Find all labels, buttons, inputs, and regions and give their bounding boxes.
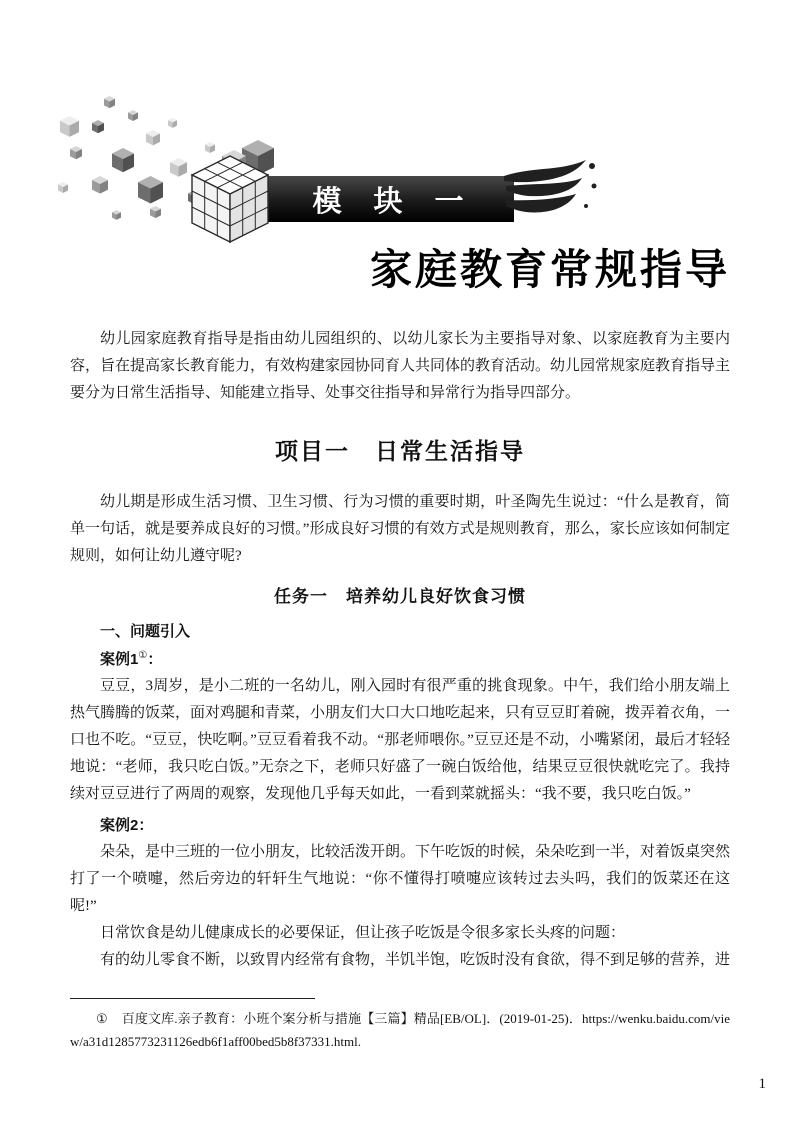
grid-cube-icon	[192, 156, 268, 242]
intro-paragraph: 幼儿园家庭教育指导是指由幼儿园组织的、以幼儿家长为主要指导对象、以家庭教育为主要内容，旨在提高家长教育能力，有效构建家园协同育人共同体的教育活动。幼儿园常规家庭教育指导主要分为日常生活指导、知能建立指导、处事交往指导和异常行为指导四部分。	[70, 331, 731, 402]
case1-label-text: 案例1	[100, 651, 139, 669]
case2-label-colon: ：	[138, 817, 154, 835]
footnote	[70, 1008, 730, 1054]
case1-footnote-ref: ①	[138, 650, 148, 662]
footnote-divider	[70, 998, 315, 999]
closing-paragraph-2: 有的幼儿零食不断，以致胃内经常有食物，半饥半饱，吃饭时没有食欲，得不到足够的营养，进	[100, 952, 731, 969]
module-banner-label: 模 块 一	[312, 185, 476, 218]
flame-icon	[504, 160, 597, 212]
footnote-marker: ①	[96, 1011, 108, 1026]
case2-label	[70, 812, 730, 839]
section-heading: 项目一 日常生活指导	[275, 438, 525, 465]
footnote-area	[70, 998, 730, 1054]
case1-text: 豆豆，3周岁，是小二班的一名幼儿，刚入园时有很严重的挑食现象。中午，我们给小朋友端上热气腾腾的饭菜，面对鸡腿和青菜，小朋友们大口大口地吃起来，只有豆豆盯着碗，拨弄着衣角，一口也不吃。“豆豆，快吃啊。”豆豆看着我不动。“那老师喂你。”豆豆还是不动，小嘴紧闭，最后才轻轻地说：“老师，我只吃白饭。”无奈之下，老师只好盛了一碗白饭给他，结果豆豆很快就吃完了。我持续对豆豆进行了两周的观察，发现他几乎每天如此，一看到菜就摇头：“我不要，我只吃白饭。”	[70, 678, 731, 803]
module-header	[0, 0, 800, 246]
chapter-title: 家庭教育常规指导	[369, 248, 730, 294]
case2-label-text: 案例2	[100, 817, 139, 835]
case1-label	[70, 646, 730, 673]
task-heading: 任务一 培养幼儿良好饮食习惯	[274, 587, 526, 607]
closing-paragraph-1: 日常饮食是幼儿健康成长的必要保证，但让孩子吃饭是令很多家长头疼的问题：	[100, 925, 626, 942]
page-content	[0, 326, 800, 974]
footnote-citation: 百度文库.亲子教育：小班个案分析与措施【三篇】精品[EB/OL]．(2019-01-25)．https://wenku.baidu.com/view/a31d1285773231126edb6f1aff00bed5b8f37331.html.	[70, 1011, 731, 1049]
header-decoration	[0, 0, 800, 246]
case2-text: 朵朵，是中三班的一位小朋友，比较活泼开朗。下午吃饭的时候，朵朵吃到一半，对着饭桌突然打了一个喷嚏，然后旁边的轩轩生气地说：“你不懂得打喷嚏应该转过去头吗，我们的饭菜还在这呢!”	[70, 844, 731, 915]
subsection-heading: 一、问题引入	[100, 623, 191, 641]
page-number: 1	[758, 1076, 766, 1092]
section-lead-paragraph: 幼儿期是形成生活习惯、卫生习惯、行为习惯的重要时期，叶圣陶先生说过：“什么是教育，简单一句话，就是要养成良好的习惯。”形成良好习惯的有效方式是规则教育，那么，家长应该如何制定规则，如何让幼儿遵守呢?	[70, 494, 730, 565]
case1-label-colon: ：	[147, 651, 163, 669]
